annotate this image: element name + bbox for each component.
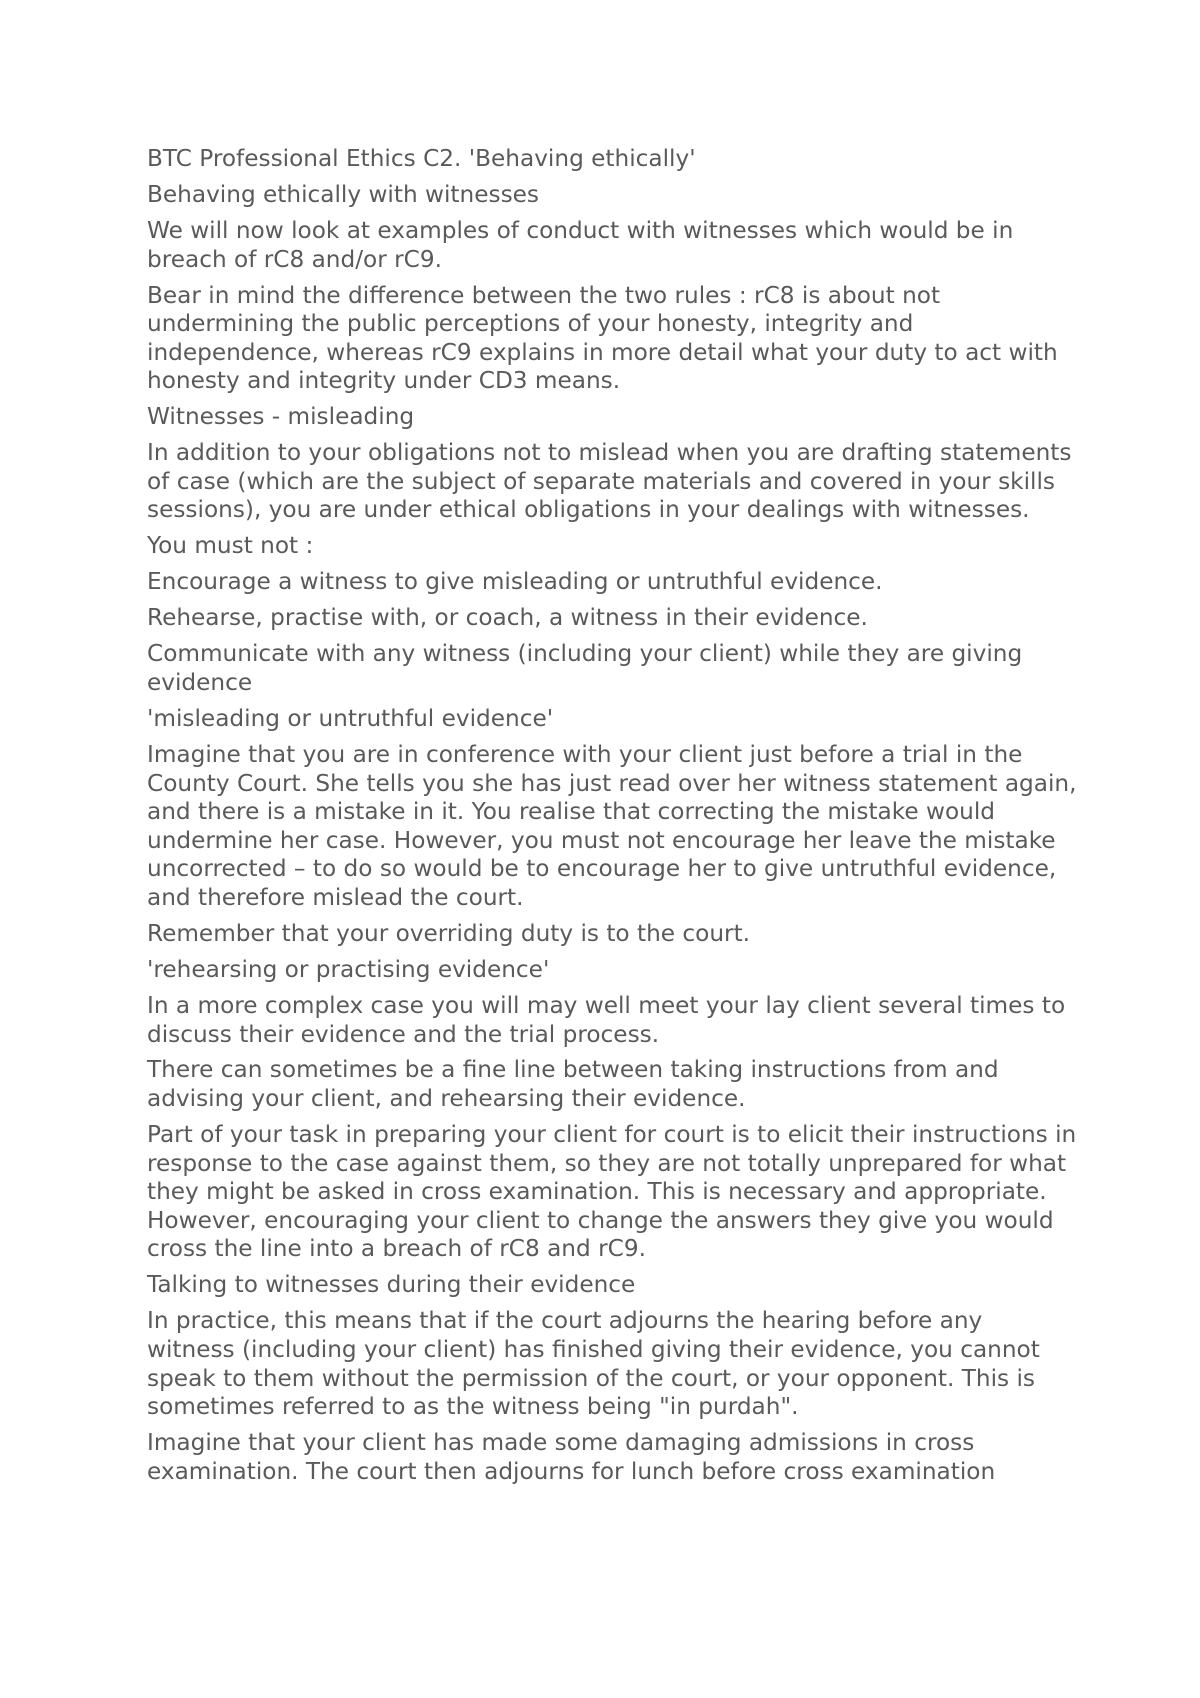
paragraph: Remember that your overriding duty is to the court.	[147, 919, 751, 947]
paragraph: In practice, this means that if the court adjourns the hearing before any witness (including your client) has finished giving their evidence, you cannot speak to them without the permission of the court, or your opponent. This is sometimes referred to as the witness being "in purdah".	[147, 1307, 1040, 1421]
section-heading: Behaving ethically with witnesses	[147, 180, 539, 208]
paragraph: Imagine that you are in conference with your client just before a trial in the County Court. She tells you she has just read over her witness statement again, and there is a mistake in it. You realise that correcting the mistake would undermine her case. However, you must not encourage her leave the mistake uncorrected – to do so would be to encourage her to give untruthful evidence, and therefore mislead the court.	[147, 740, 1077, 911]
paragraph: In addition to your obligations not to mislead when you are drafting statements of case (which are the subject of separate materials and covered in your skills sessions), you are under ethical obligations in your dealings with witnesses.	[147, 439, 1072, 524]
section-heading: 'misleading or untruthful evidence'	[147, 705, 554, 732]
document-body	[147, 145, 1077, 1494]
section-heading: 'rehearsing or practising evidence'	[147, 955, 550, 983]
paragraph: We will now look at examples of conduct with witnesses which would be in breach of rC8 and/or rC9.	[147, 216, 1014, 273]
list-item: Rehearse, practise with, or coach, a witness in their evidence.	[147, 604, 868, 632]
section-heading: Witnesses - misleading	[147, 403, 415, 431]
section-heading: Talking to witnesses during their evidence	[147, 1271, 636, 1299]
list-item: Communicate with any witness (including your client) while they are giving evidence	[147, 640, 1023, 697]
paragraph: Imagine that your client has made some damaging admissions in cross examination. The court then adjourns for lunch before cross examination	[147, 1429, 996, 1485]
paragraph: You must not :	[147, 532, 314, 560]
paragraph: Part of your task in preparing your client for court is to elicit their instructions in response to the case against them, so they are not totally unprepared for what they might be asked in cross examination. This is necessary and appropriate. However, encouraging your client to change the answers they give you would cross the line into a breach of rC8 and rC9.	[147, 1121, 1077, 1263]
document-title: BTC Professional Ethics C2. 'Behaving ethically'	[147, 145, 696, 172]
paragraph: Bear in mind the difference between the two rules : rC8 is about not undermining the public perceptions of your honesty, integrity and independence, whereas rC9 explains in more detail what your duty to act with honesty and integrity under CD3 means.	[147, 281, 1058, 395]
paragraph: In a more complex case you will may well meet your lay client several times to discuss their evidence and the trial process.	[147, 991, 1066, 1048]
paragraph: There can sometimes be a fine line between taking instructions from and advising your client, and rehearsing their evidence.	[147, 1056, 999, 1113]
list-item: Encourage a witness to give misleading or untruthful evidence.	[147, 568, 883, 596]
